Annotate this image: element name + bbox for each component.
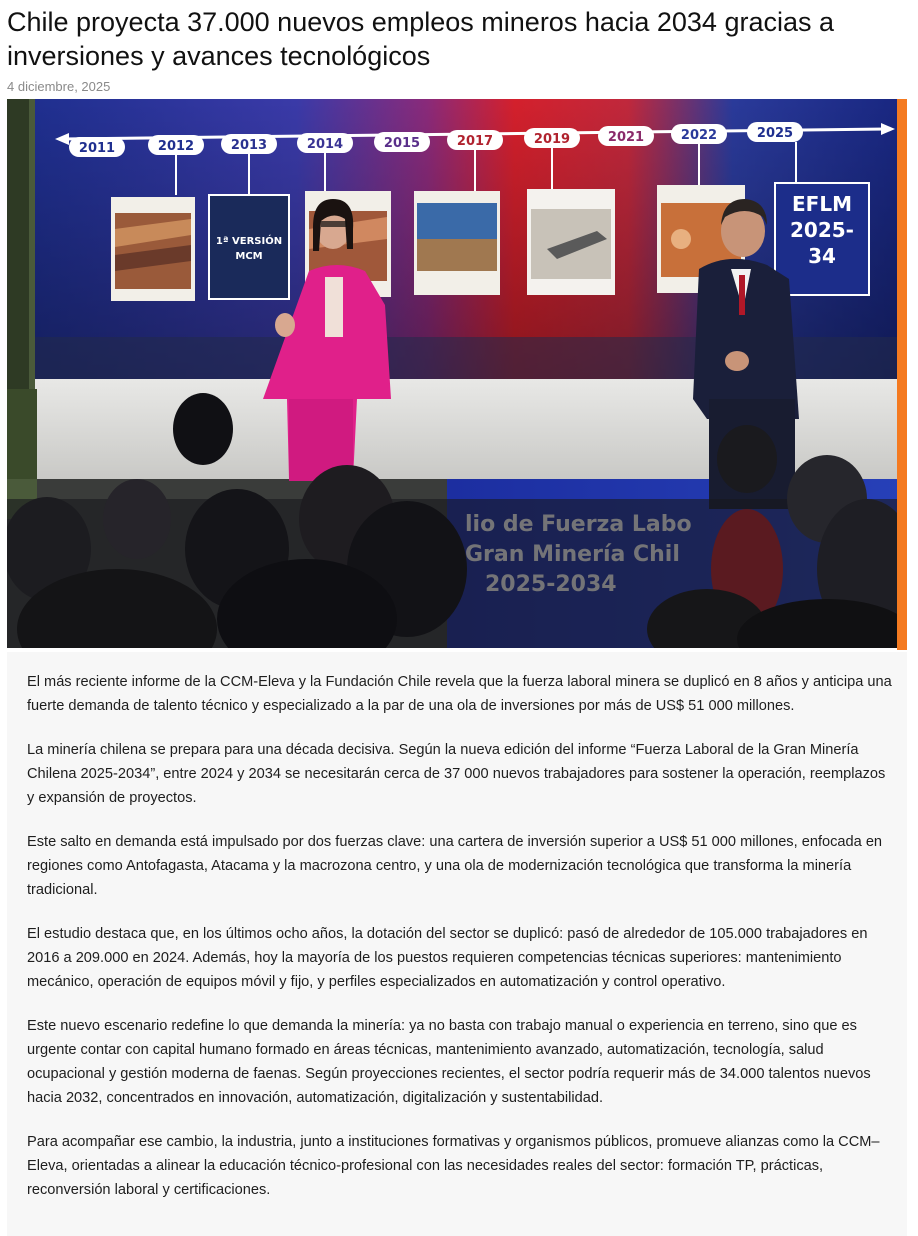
svg-text:EFLM: EFLM xyxy=(792,192,852,216)
report-cover-2019 xyxy=(527,189,615,295)
svg-text:2025: 2025 xyxy=(756,126,794,141)
svg-text:1ª VERSIÓN: 1ª VERSIÓN xyxy=(215,236,283,247)
article-lead-paragraph: El más reciente informe de la CCM-Eleva y la Fundación Chile revela que la fuerza laboral minera se duplicó en 8 años y anticipa una fuerte demanda de talento técnico y especializado a la par de una ola de inversiones por más de US$ 51 000 millones. xyxy=(27,674,892,714)
svg-text:2021: 2021 xyxy=(607,130,645,145)
accent-bar xyxy=(897,99,907,650)
svg-text:34: 34 xyxy=(808,244,836,268)
article-body xyxy=(27,670,893,1222)
report-cover-2017 xyxy=(414,191,500,295)
report-cover-2013 xyxy=(209,195,289,299)
svg-text:2022: 2022 xyxy=(680,128,718,143)
article-paragraph: Este salto en demanda está impulsado por dos fuerzas clave: una cartera de inversión superior a US$ 51 000 millones, enfocada en regiones como Antofagasta, Atacama y la macrozona centro, y una ola de modernización tecnológica que transforma la minería tradicional. xyxy=(27,834,883,898)
svg-text:2019: 2019 xyxy=(533,132,571,147)
svg-text:2013: 2013 xyxy=(230,138,268,153)
article-paragraph: Este nuevo escenario redefine lo que demanda la minería: ya no basta con trabajo manual o experiencia en terreno, sino que es urgente contar con capital humano formado en áreas técnicas, mantenimiento avanzado, automatización, tecnología, salud ocupacional y gestión moderna de faenas. Según proyecciones recientes, el sector podría requerir más de 34.000 talentos nuevos hacia 2032, concentrados en innovación, automatización, digitalización y sustentabilidad. xyxy=(27,1018,871,1106)
article-paragraph: El estudio destaca que, en los últimos ocho años, la dotación del sector se duplicó: pasó de alrededor de 105.000 trabajadores en 2016 a 209.000 en 2024. Además, hoy la mayoría de los puestos requieren competencias técnicas superiores: mantenimiento mecánico, operación de equipos móvil y fijo, y perfiles especializados en automatización y control operativo. xyxy=(27,926,868,990)
svg-text:2017: 2017 xyxy=(456,134,494,149)
timeline-year-2011 xyxy=(69,137,125,157)
event-photo xyxy=(7,99,907,648)
svg-text:2012: 2012 xyxy=(157,139,195,154)
svg-text:2011: 2011 xyxy=(78,141,116,156)
svg-text:2015: 2015 xyxy=(383,136,421,151)
report-cover-2025 xyxy=(775,183,869,295)
article-title: Chile proyecta 37.000 nuevos empleos mineros hacia 2034 gracias a inversiones y avances tecnológicos xyxy=(7,7,834,71)
timeline-year-2021 xyxy=(598,126,654,146)
report-cover-2012 xyxy=(111,197,195,301)
timeline-year-2015 xyxy=(374,132,430,152)
svg-text:2025-: 2025- xyxy=(790,218,854,242)
article-paragraph: Para acompañar ese cambio, la industria, junto a instituciones formativas y organismos públicos, promueve alianzas como la CCM–Eleva, orientadas a alinear la educación técnico-profesional con las necesidades reales del sector: formación TP, prácticas, reconversión laboral y certificaciones. xyxy=(27,1134,880,1198)
svg-text:2014: 2014 xyxy=(306,137,344,152)
svg-text:MCM: MCM xyxy=(235,251,263,262)
article-paragraph: La minería chilena se prepara para una década decisiva. Según la nueva edición del informe “Fuerza Laboral de la Gran Minería Chilena 2025-2034”, entre 2024 y 2034 se necesitarán cerca de 37 000 nuevos trabajadores para sostener la operación, reemplazos y expansión de proyectos. xyxy=(27,742,886,806)
article-date: 4 diciembre, 2025 xyxy=(7,79,111,94)
